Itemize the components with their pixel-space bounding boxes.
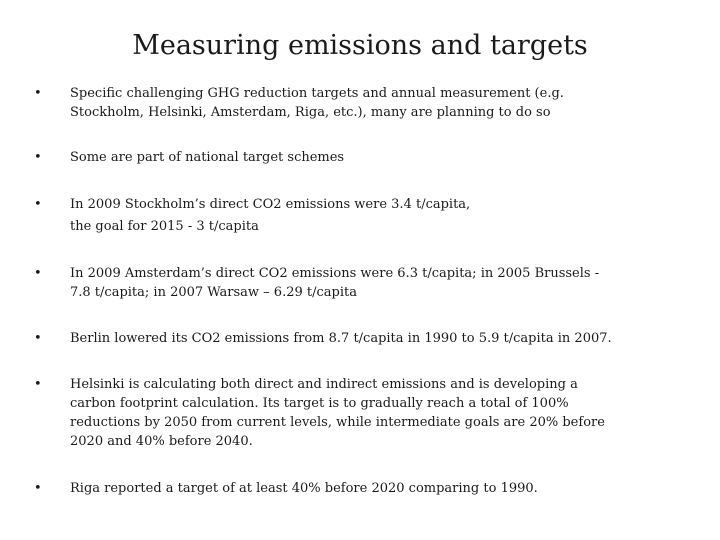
- bullet-line: In 2009 Stockholm’s direct CO2 emissions were 3.4 t/capita,: [70, 197, 471, 212]
- bullet-dot: •: [34, 266, 42, 281]
- bullet-dot: •: [34, 481, 42, 496]
- slide-title: Measuring emissions and targets: [132, 30, 588, 61]
- bullet-line: Stockholm, Helsinki, Amsterdam, Riga, etc.), many are planning to do so: [70, 105, 551, 120]
- bullet-line: 2020 and 40% before 2040.: [70, 434, 253, 449]
- bullet-line: Some are part of national target schemes: [70, 150, 345, 165]
- bullet-dot: •: [34, 197, 42, 212]
- bullet-line: Riga reported a target of at least 40% before 2020 comparing to 1990.: [70, 481, 538, 496]
- bullet-dot: •: [34, 150, 42, 165]
- bullet-line: In 2009 Amsterdam’s direct CO2 emissions were 6.3 t/capita; in 2005 Brussels -: [70, 266, 600, 281]
- bullet-text: [70, 479, 690, 498]
- bullet-line: the goal for 2015 - 3 t/capita: [70, 219, 259, 234]
- bullet-text: [70, 195, 690, 236]
- bullet-dot: •: [34, 331, 42, 346]
- bullet-dot: •: [34, 86, 42, 101]
- bullet-line: Helsinki is calculating both direct and indirect emissions and is developing a: [70, 377, 578, 392]
- bullet-text: [70, 329, 690, 348]
- bullet-line: Specific challenging GHG reduction targets and annual measurement (e.g.: [70, 86, 564, 101]
- bullet-line: Berlin lowered its CO2 emissions from 8.7 t/capita in 1990 to 5.9 t/capita in 2007.: [70, 331, 612, 346]
- bullet-text: [70, 148, 690, 167]
- bullet-text: [70, 84, 690, 122]
- bullet-dot: •: [34, 377, 42, 392]
- bullet-line: 7.8 t/capita; in 2007 Warsaw – 6.29 t/capita: [70, 285, 357, 300]
- bullet-line: carbon footprint calculation. Its target is to gradually reach a total of 100%: [70, 396, 569, 411]
- bullet-text: [70, 375, 690, 451]
- bullet-line: reductions by 2050 from current levels, while intermediate goals are 20% before: [70, 415, 605, 430]
- bullet-text: [70, 264, 690, 302]
